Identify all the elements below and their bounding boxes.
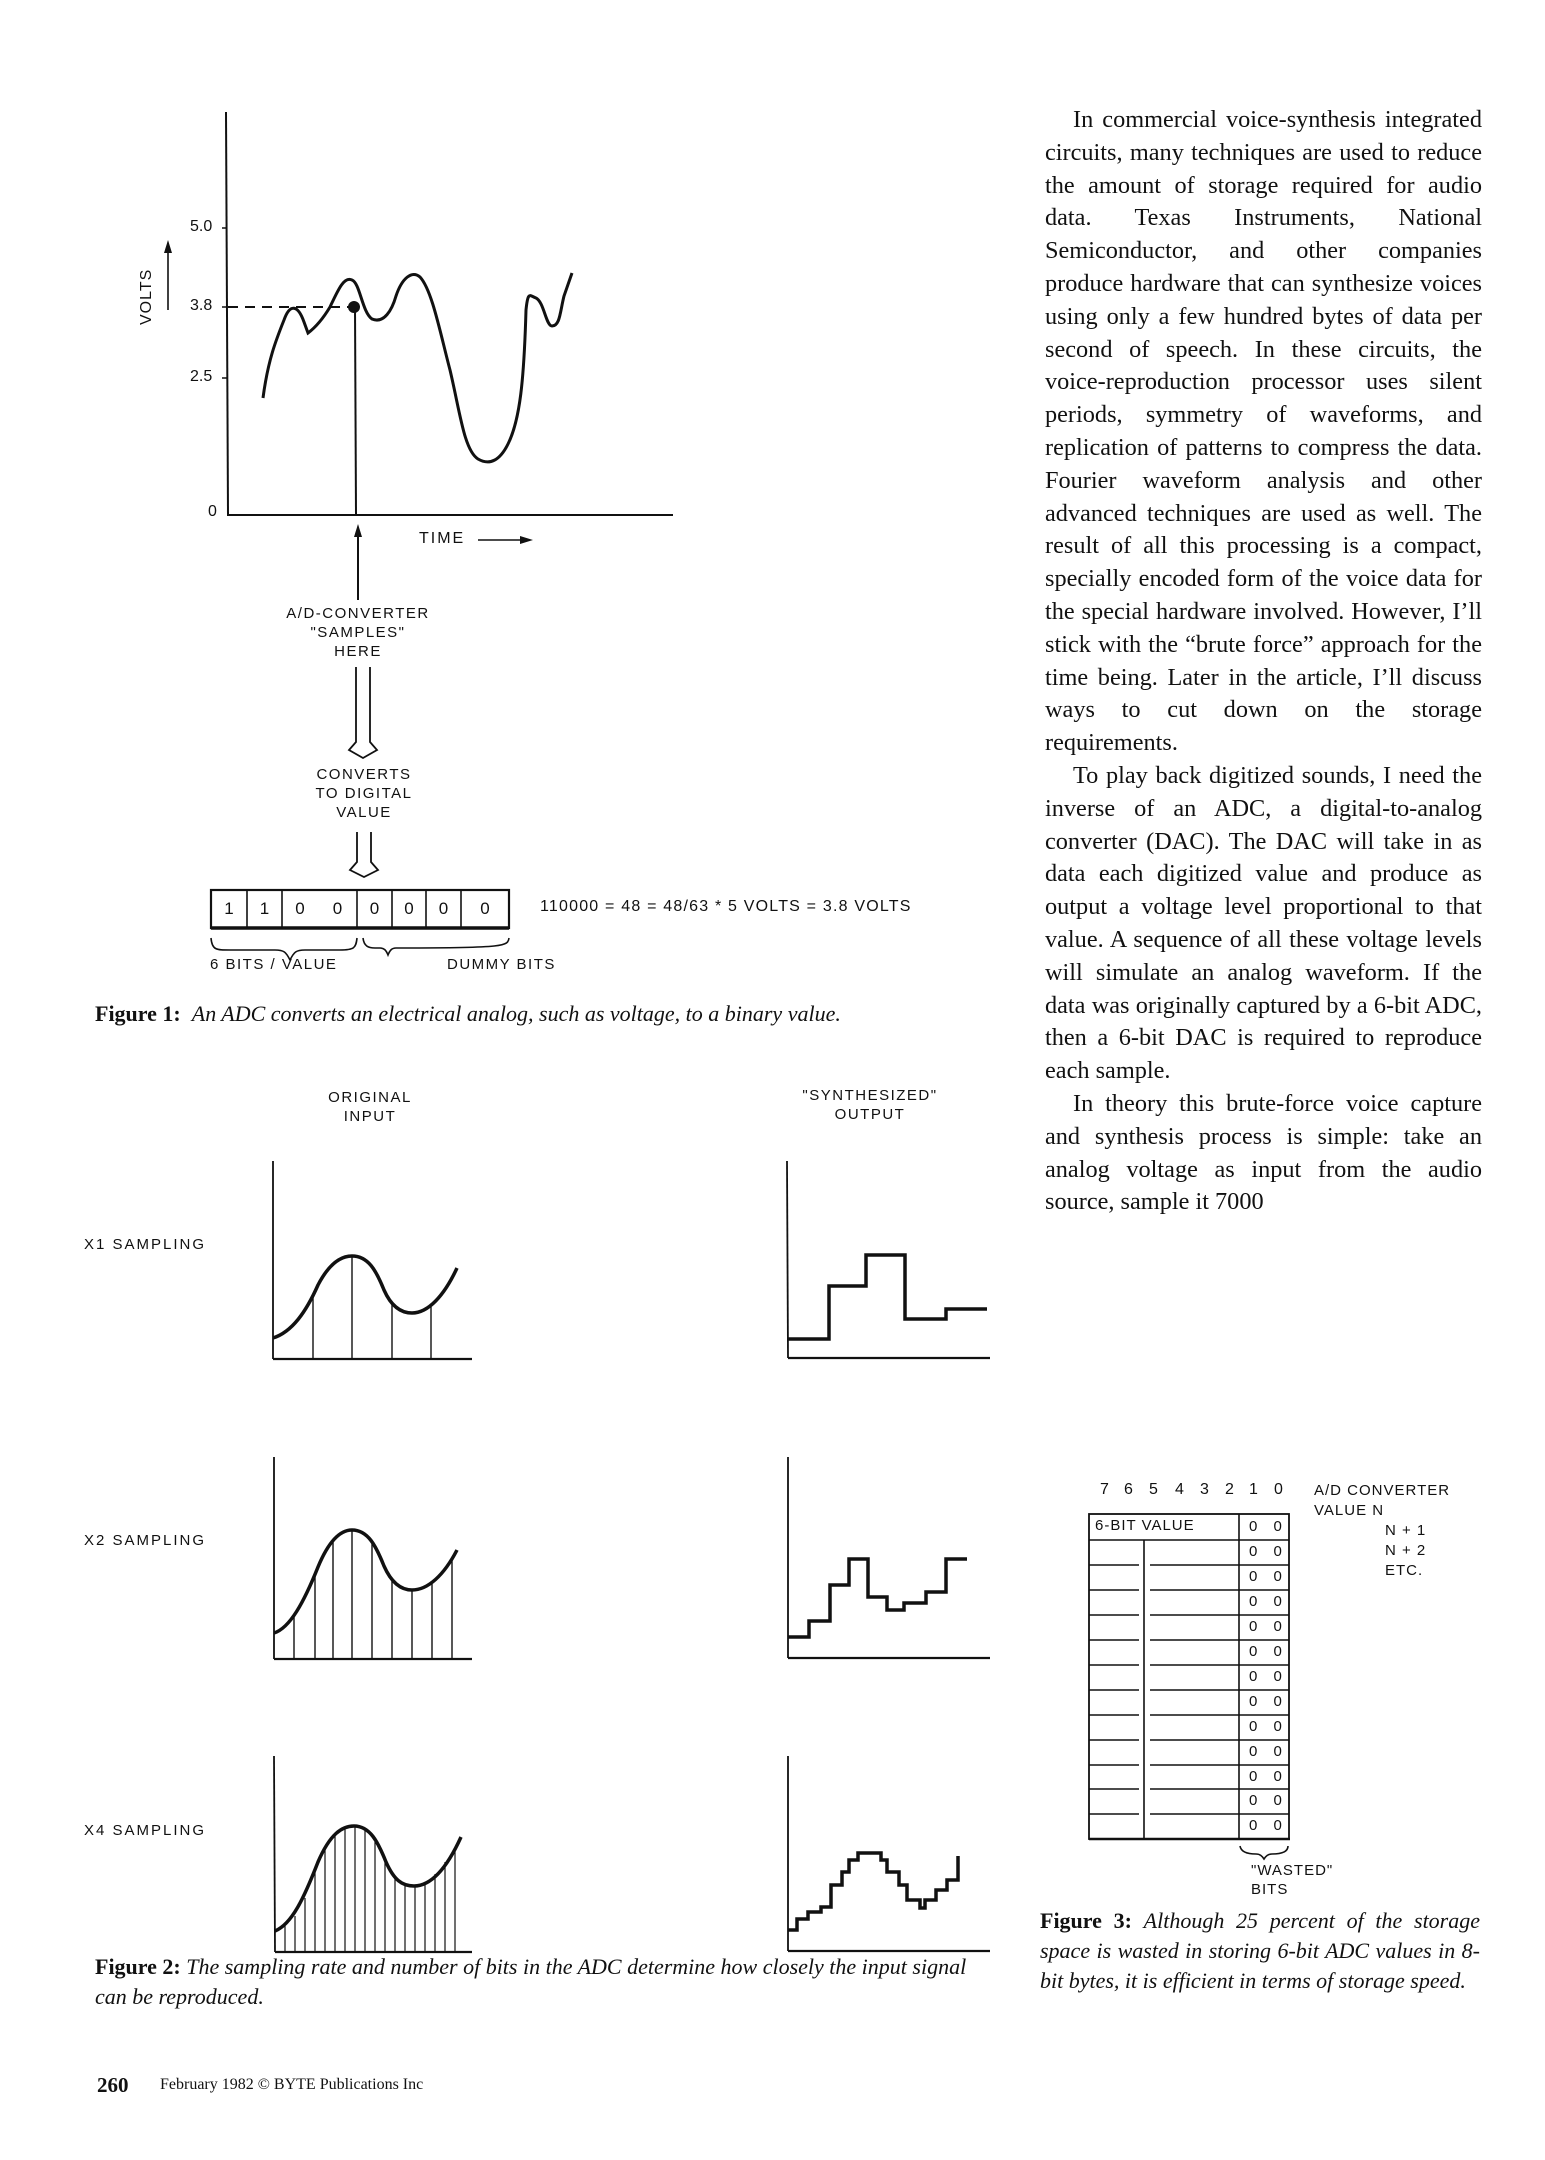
- figure-1-caption: Figure 1: An ADC converts an electrical analog, such as voltage, to a binary value.: [95, 1001, 841, 1026]
- original-input-header: ORIGINAL INPUT: [328, 1089, 412, 1125]
- bit-6: 1: [259, 899, 270, 918]
- dummy-bits-label: DUMMY BITS: [447, 956, 556, 973]
- six-bits-label: 6 BITS / VALUE: [210, 956, 338, 973]
- paragraph-2: To play back digitized sounds, I need the inverse of an ADC, a digital-to-analog converter (DAC). The DAC will take in as data each digitized value and produce as output a voltage level proportional to that value. A sequence of all these voltage levels will simulate an analog waveform. If the data was originally captured by a 6-bit ADC, then a 6-bit DAC is required to reproduce each sample.: [1045, 761, 1482, 1085]
- six-bit-value-label: 6-BIT VALUE: [1095, 1517, 1195, 1534]
- y-tick-2-5: 2.5: [190, 368, 213, 385]
- paragraph-3: In theory this brute-force voice capture and synthesis process is simple: take an analog voltage as input from the audio source, sample it 7000: [1045, 1089, 1482, 1216]
- wasted-bits-label: "WASTED" BITS: [1251, 1862, 1334, 1898]
- convert-note: CONVERTS TO DIGITAL VALUE: [315, 766, 413, 821]
- bit-0: 0: [480, 899, 490, 918]
- y-tick-0: 0: [208, 503, 217, 520]
- y-tick-3-8: 3.8: [190, 297, 213, 314]
- bit-2: 0: [404, 899, 414, 918]
- paragraph-1: In commercial voice-synthesis integrated circuits, many techniques are used to reduce the amount of storage required for audio data. Texas Instruments, National Semiconductor, and other companies produce hardware that can synthesize voices using only a few hundred bytes of data per second of speech. In these circuits, the voice-reproduction processor uses silent periods, symmetry of waveforms, and replication of patterns to compress the data. Fourier waveform analysis and other advanced techniques are used as well. The result of all this processing is a compact, specially encoded form of the voice data for the special hardware involved. However, I’ll stick with the “brute force” approach for the time being. Later in the article, I’ll discuss ways to cut down on the storage requirements.: [1045, 106, 1482, 757]
- figure-3-caption: Figure 3: Although 25 percent of the storage space is wasted in storing 6-bit ADC values in 8-bit bytes, it is efficient in terms of storage speed.: [1040, 1908, 1481, 1993]
- sample-note: A/D-CONVERTER "SAMPLES" HERE: [286, 605, 430, 660]
- synthesized-output-header: "SYNTHESIZED" OUTPUT: [802, 1087, 938, 1123]
- bit-3: 0: [369, 899, 380, 918]
- bit-4: 0: [332, 899, 343, 918]
- y-axis-label: VOLTS: [138, 268, 155, 325]
- row-label-x2: X2 SAMPLING: [84, 1532, 207, 1549]
- x-axis-label: TIME: [419, 530, 466, 547]
- page-number: 260: [97, 2073, 129, 2097]
- bit-5: 0: [295, 899, 305, 918]
- bit-1: 0: [438, 899, 449, 918]
- conversion-equation: 110000 = 48 = 48/63 * 5 VOLTS = 3.8 VOLTS: [540, 898, 912, 915]
- adc-side-labels: A/D CONVERTER VALUE N N + 1 N + 2 ETC.: [1314, 1482, 1451, 1579]
- page-footer: February 1982 © BYTE Publications Inc: [160, 2076, 424, 2093]
- row-label-x4: X4 SAMPLING: [84, 1822, 207, 1839]
- y-tick-5: 5.0: [190, 218, 213, 235]
- row-label-x1: X1 SAMPLING: [84, 1236, 207, 1253]
- bit-7: 1: [224, 899, 234, 918]
- figure-2-caption: Figure 2: The sampling rate and number of bits in the ADC determine how closely the input signal can be reproduced.: [95, 1954, 967, 2009]
- wasted-bits-brace: [1240, 1846, 1288, 1859]
